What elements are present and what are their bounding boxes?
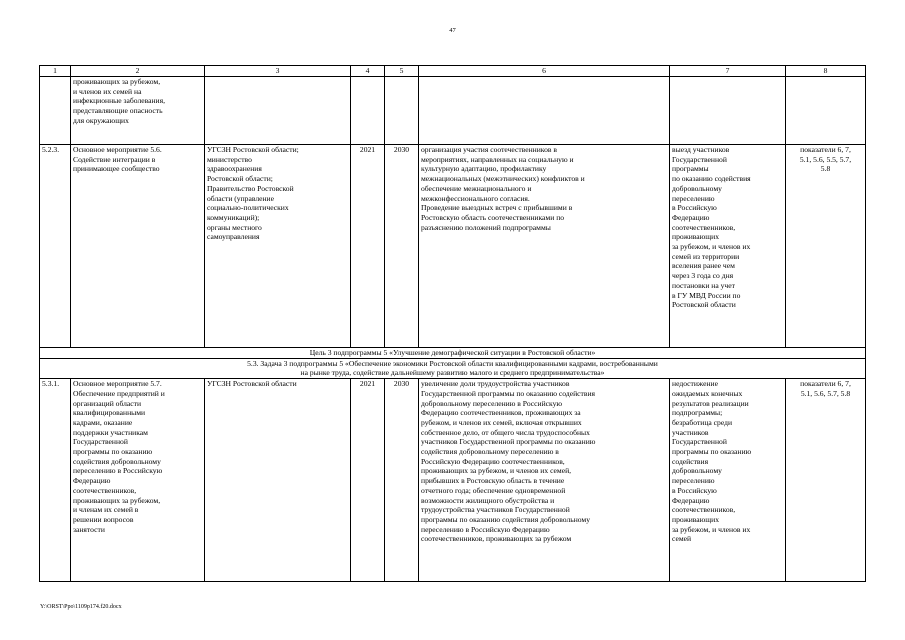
column-number: 7: [670, 66, 786, 77]
measure-consequence: недостижение ожидаемых конечных результатов реализации подпрограммы; безработица среди участников Государственной программы по оказанию содействия добровольному переселению в Российскую Федерацию соотечественников, проживающих за рубежом, и членов их семей: [670, 379, 786, 582]
measure-number: 5.3.1.: [40, 379, 71, 582]
measure-title: Основное мероприятие 5.6. Содействие интеграции в принимающее сообщество: [71, 145, 205, 348]
cell-empty: [205, 77, 351, 145]
measure-title: Основное мероприятие 5.7. Обеспечение предприятий и организаций области квалифицированными кадрами, оказание поддержки участникам Государственной программы по оказанию содействия добровольному переселению в Российскую Федерацию соотечественников, проживающих за рубежом, и членам их семей в решении вопросов занятости: [71, 379, 205, 582]
measure-expected-result: организация участия соотечественников в мероприятиях, направленных на социальную и культурную адаптацию, профилактику межнациональных (межэтнических) конфликтов и обеспечение межнационального и межконфессионального согласия. Проведение выездных встреч с прибывшими в Ростовскую область соотечественниками по разъяснению положений подпрограммы: [419, 145, 670, 348]
page-number: 47: [449, 27, 456, 34]
measure-indicators: показатели 6, 7, 5.1, 5.6, 5.5, 5.7, 5.8: [786, 145, 866, 348]
column-number: 6: [419, 66, 670, 77]
measures-table: [39, 65, 866, 582]
goal-row: [40, 348, 866, 359]
measure-expected-result: увеличение доли трудоустройства участников Государственной программы по оказанию содействия добровольному переселению в Российскую Федерацию соотечественников, проживающих за рубежом, и членов их семей, включая открывших собственное дело, от общего числа трудоспособных участников Государственной программы по оказанию содействия добровольному переселению в Российскую Федерацию соотечественников, проживающих за рубежом, и членов их семей, прибывших в Ростовскую область в течение отчетного года; обеспечение одновременной возможности жилищного обустройства и трудоустройства участников Государственной программы по оказанию содействия добровольному переселению в Российскую Федерацию соотечественников, проживающих за рубежом: [419, 379, 670, 582]
column-number-row: [40, 66, 866, 77]
measure-number: 5.2.3.: [40, 145, 71, 348]
column-number: 4: [351, 66, 385, 77]
measure-start-year: 2021: [351, 379, 385, 582]
column-number: 8: [786, 66, 866, 77]
measure-executor: УГСЗН Ростовской области; министерство здравоохранения Ростовской области; Правительство Ростовской области (управление социально-политических коммуникаций); органы местного самоуправления: [205, 145, 351, 348]
cell-empty: [385, 77, 419, 145]
measure-end-year: 2030: [385, 379, 419, 582]
column-number: 3: [205, 66, 351, 77]
table-row: [40, 379, 866, 582]
task-heading-line-1: 5.3. Задача 3 подпрограммы 5 «Обеспечение экономики Ростовской области квалифицированными кадрами, востребованными: [247, 358, 658, 368]
task-heading: [40, 358, 866, 378]
measure-title-continuation: проживающих за рубежом, и членов их семей на инфекционные заболевания, представляющие опасность для окружающих: [71, 77, 205, 145]
cell-empty: [670, 77, 786, 145]
continuation-row: [40, 77, 866, 145]
cell-empty: [786, 77, 866, 145]
column-number: 5: [385, 66, 419, 77]
column-number: 2: [71, 66, 205, 77]
table-row: [40, 145, 866, 348]
goal-heading: Цель 3 подпрограммы 5 «Улучшение демографической ситуации в Ростовской области»: [40, 348, 866, 359]
task-row: [40, 358, 866, 378]
cell-empty: [351, 77, 385, 145]
cell-empty: [40, 77, 71, 145]
cell-empty: [419, 77, 670, 145]
measure-executor: УГСЗН Ростовской области: [205, 379, 351, 582]
task-heading-line-2: на рынке труда, содействие дальнейшему развитию малого и среднего предпринимательства»: [300, 368, 605, 378]
measure-end-year: 2030: [385, 145, 419, 348]
footer-file-path: Y:\ORST\Ppo\1109p174.f20.docx: [40, 604, 122, 610]
measure-indicators: показатели 6, 7, 5.1, 5.6, 5.7, 5.8: [786, 379, 866, 582]
measure-consequence: выезд участников Государственной программы по оказанию содействия добровольному переселению в Российскую Федерацию соотечественников, проживающих за рубежом, и членов их семей из территории вселения ранее чем через 3 года со дня постановки на учет в ГУ МВД России по Ростовской области: [670, 145, 786, 348]
measure-start-year: 2021: [351, 145, 385, 348]
column-number: 1: [40, 66, 71, 77]
